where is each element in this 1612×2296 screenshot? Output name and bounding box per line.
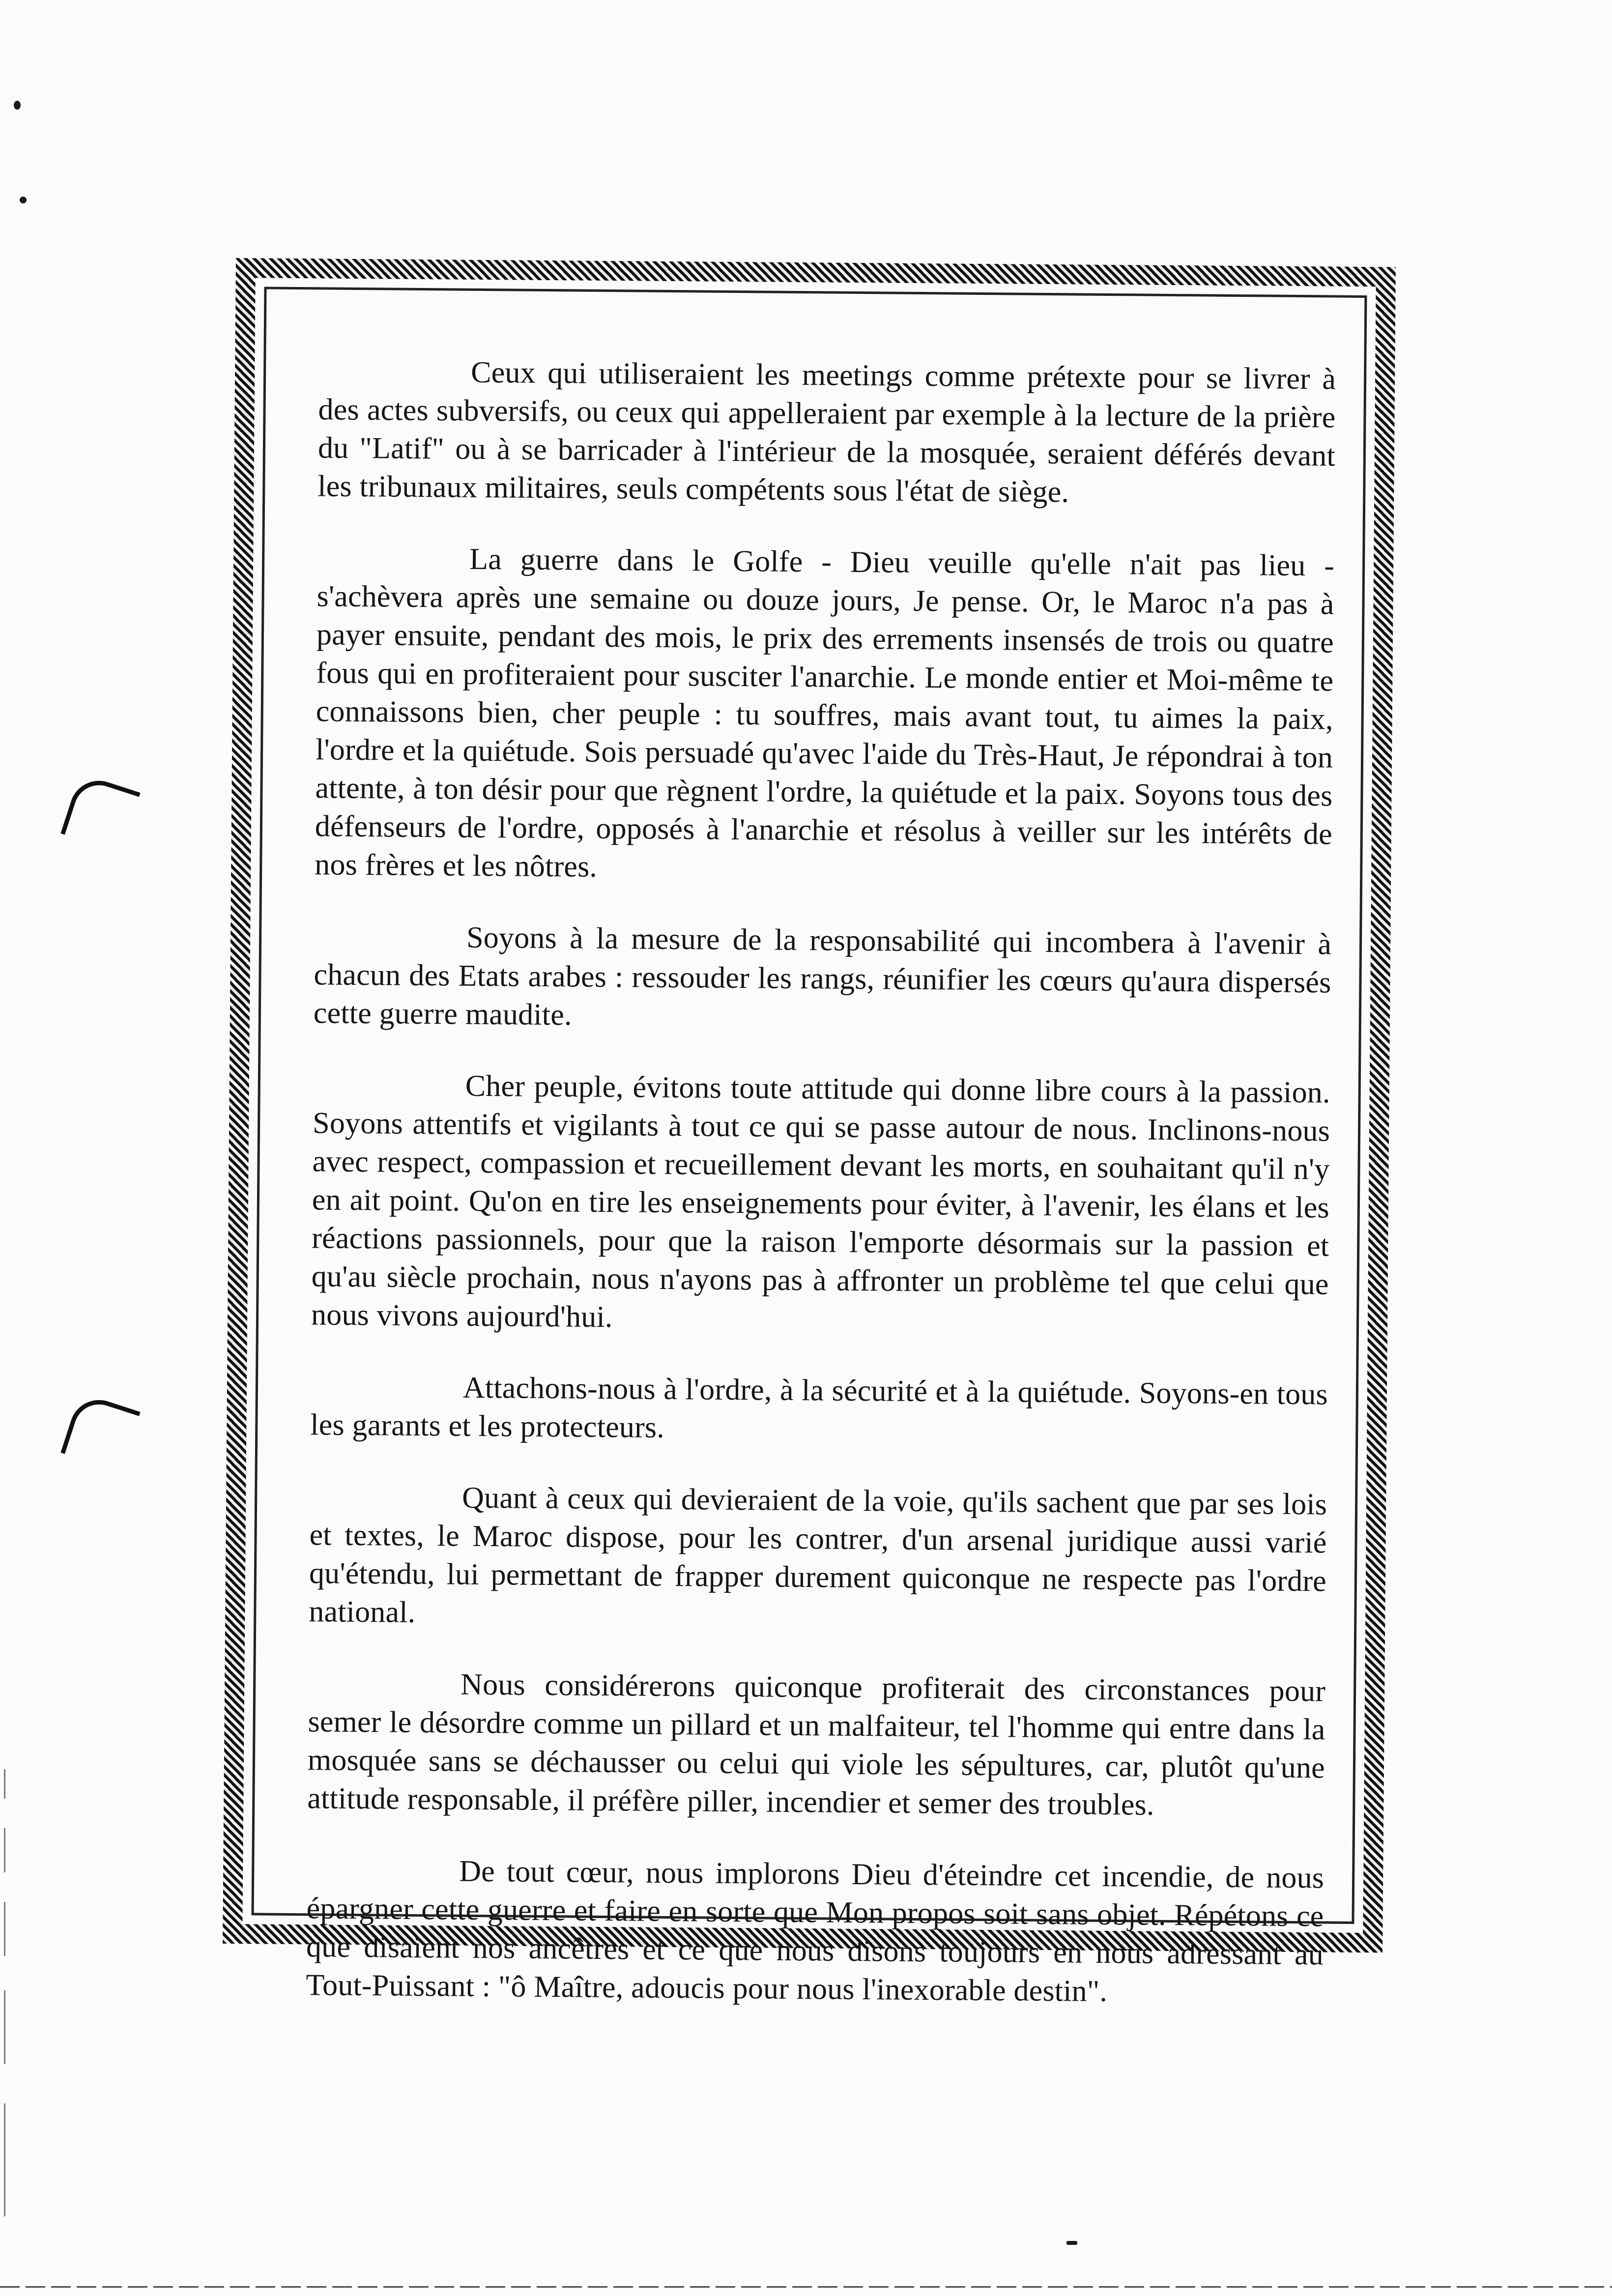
scan-speck [1066, 2241, 1077, 2245]
paragraph: La guerre dans le Golfe - Dieu veuille qu'elle n'ait pas lieu - s'achèvera après une semaine ou douze jours, Je pense. Or, le Maroc n'a pas à payer ensuite, pendant des mois, le prix des errements insensés de trois ou quatre fous qui en profiteraient pour susciter l'anarchie. Le monde entier et Moi-même te connaissons bien, cher peuple : tu souffres, mais avant tout, tu aimes la paix, l'ordre et la quiétude. Sois persuadé qu'avec l'aide du Très-Haut, Je répondrai à ton attente, à ton désir pour que règnent l'ordre, la quiétude et la paix. Soyons tous des défenseurs de l'ordre, opposés à l'anarchie et résolus à veiller sur les intérêts de nos frères et les nôtres. [315, 542, 1335, 884]
scan-edge-mark [4, 1769, 5, 1799]
scan-edge-mark [4, 1828, 5, 1872]
scan-speck [14, 101, 21, 110]
paragraph: Soyons à la mesure de la responsabilité qui incombera à l'avenir à chacun des Etats arabes : ressouder les rangs, réunifier les cœurs qu'aura dispersés cette guerre maudite. [313, 920, 1332, 1032]
scan-edge-mark [4, 1990, 5, 2064]
paragraph: Quant à ceux qui devieraient de la voie, qu'ils sachent que par ses lois et textes, le Maroc dispose, pour les contrer, d'un arsenal juridique aussi varié qu'étendu, lui permettant de frapper durement quiconque ne respecte pas l'ordre national. [309, 1481, 1327, 1629]
punch-hole-icon [60, 1392, 141, 1472]
scan-speck [20, 197, 27, 203]
paragraph: Attachons-nous à l'ordre, à la sécurité et à la quiétude. Soyons-en tous les garants et les protecteurs. [310, 1371, 1328, 1444]
decorative-border-frame [223, 258, 1396, 2009]
paragraph: Nous considérerons quiconque profiterait des circonstances pour semer le désordre comme un pillard et un malfaiteur, tel l'homme qui entre dans la mosquée sans se déchausser ou celui qui viole les sépultures, car, plutôt qu'une attitude responsable, il préfère piller, incendier et semer des troubles. [307, 1667, 1326, 1822]
paragraph: Ceux qui utiliseraient les meetings comme prétexte pour se livrer à des actes subversifs, ou ceux qui appelleraient par exemple à la lecture de la prière du "Latif" ou à se barricader à l'intérieur de la mosquée, seraient déférés devant les tribunaux militaires, seuls compétents sous l'état de siège. [317, 355, 1336, 509]
scan-bottom-edge [0, 2286, 1612, 2288]
paragraph: Cher peuple, évitons toute attitude qui donne libre cours à la passion. Soyons attentifs et vigilants à tout ce qui se passe autour de nous. Inclinons-nous avec respect, compassion et recueillement devant les morts, en souhaitant qu'il n'y en ait point. Qu'on en tire les enseignements pour éviter, à l'avenir, les élans et les réactions passionnels, pour que la raison l'emporte désormais sur la passion et qu'au siècle prochain, nous n'ayons pas à affronter un problème tel que celui que nous vivons aujourd'hui. [311, 1069, 1330, 1334]
scan-edge-mark [4, 2103, 5, 2216]
punch-hole-icon [60, 773, 141, 853]
scan-edge-mark [4, 1902, 5, 1956]
document-body [306, 352, 1336, 2045]
paragraph: De tout cœur, nous implorons Dieu d'éteindre cet incendie, de nous épargner cette guerre et faire en sorte que Mon propos soit sans objet. Répétons ce que disaient nos ancêtres et ce que nous disons toujours en nous adressant au Tout-Puissant : "ô Maître, adoucis pour nous l'inexorable destin". [306, 1854, 1324, 2009]
